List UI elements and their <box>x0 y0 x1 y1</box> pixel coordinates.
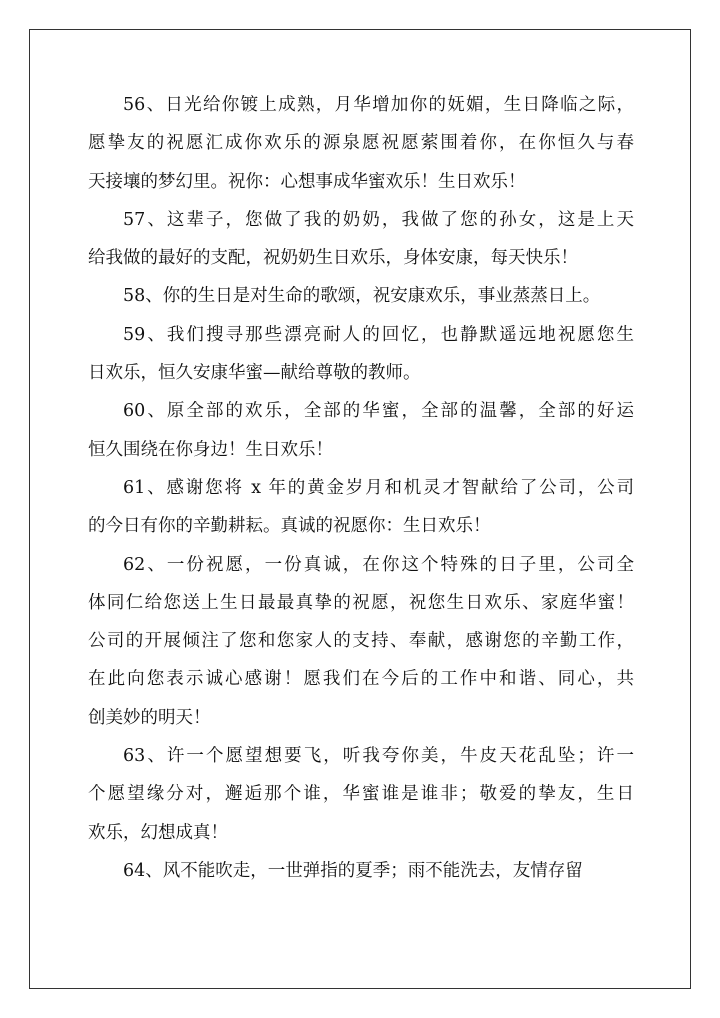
paragraph-line: 在此向您表示诚心感谢！愿我们在今后的工作中和谐、同心，共 <box>88 669 634 690</box>
paragraph-line: 恒久围绕在你身边！生日欢乐！ <box>88 439 333 460</box>
paragraph-line: 56、日光给你镀上成熟，月华增加你的妩媚，生日降临之际， <box>123 95 634 115</box>
paragraph-line: 日欢乐，恒久安康华蜜—献给尊敬的教师。 <box>88 363 421 384</box>
paragraph-line: 愿挚友的祝愿汇成你欢乐的源泉愿祝愿萦围着你，在你恒久与春 <box>88 133 634 154</box>
paragraph-line: 62、一份祝愿，一份真诚，在你这个特殊的日子里，公司全 <box>123 554 634 575</box>
paragraph-line: 创美妙的明天！ <box>88 707 211 728</box>
paragraph-line: 58、你的生日是对生命的歌颂，祝安康欢乐，事业蒸蒸日上。 <box>123 286 601 307</box>
paragraph-line: 59、我们搜寻那些漂亮耐人的回忆，也静默遥远地祝愿您生 <box>123 324 634 345</box>
paragraph-line: 体同仁给您送上生日最最真挚的祝愿，祝您生日欢乐、家庭华蜜！ <box>88 592 634 613</box>
document-body <box>88 86 634 890</box>
paragraph-line: 的今日有你的辛勤耕耘。真诚的祝愿你：生日欢乐！ <box>88 516 491 537</box>
paragraph-line: 天接壤的梦幻里。祝你：心想事成华蜜欢乐！生日欢乐！ <box>88 171 526 192</box>
paragraph-line: 63、许一个愿望想要飞，听我夸你美，牛皮天花乱坠；许一 <box>123 746 634 767</box>
paragraph-line: 60、原全部的欢乐，全部的华蜜，全部的温馨，全部的好运 <box>123 401 634 422</box>
paragraph-line: 给我做的最好的支配，祝奶奶生日欢乐，身体安康，每天快乐！ <box>88 248 578 269</box>
paragraph-line: 公司的开展倾注了您和您家人的支持、奉献，感谢您的辛勤工作， <box>88 631 634 652</box>
paragraph-line: 欢乐，幻想成真！ <box>88 822 228 843</box>
paragraph-line: 61、感谢您将 x 年的黄金岁月和机灵才智献给了公司，公司 <box>123 477 634 498</box>
paragraph-line: 64、风不能吹走，一世弹指的夏季；雨不能洗去，友情存留 <box>123 860 583 881</box>
paragraph-line: 57、这辈子，您做了我的奶奶，我做了您的孙女，这是上天 <box>123 209 634 230</box>
paragraph-line: 个愿望缘分对，邂逅那个谁，华蜜谁是谁非；敬爱的挚友，生日 <box>88 784 634 805</box>
